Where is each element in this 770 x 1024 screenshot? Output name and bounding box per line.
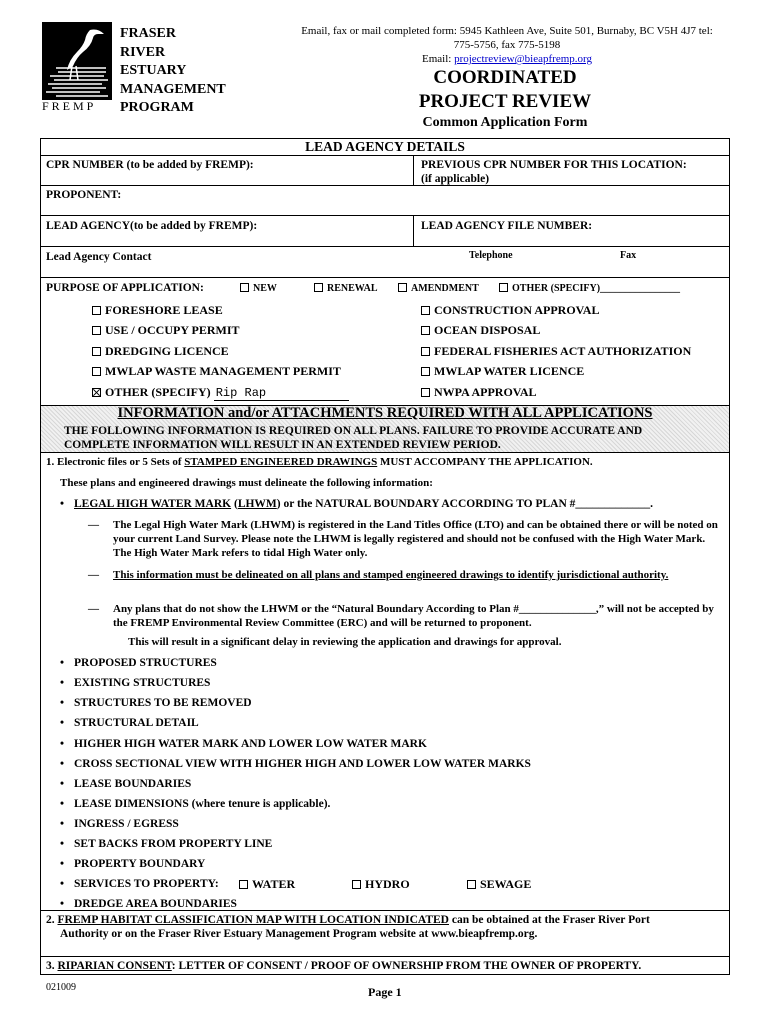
checkbox-icon[interactable]: [92, 347, 101, 356]
item3-text: 3. RIPARIAN CONSENT: LETTER OF CONSENT / PROOF OF OWNERSHIP FROM THE OWNER OF PROPERTY.: [46, 960, 642, 972]
lead-agency-label: LEAD AGENCY(to be added by FREMP):: [46, 220, 258, 232]
checkbox-icon[interactable]: [467, 880, 476, 889]
form-subtitle: Common Application Form: [422, 115, 588, 130]
fax-label: Fax: [620, 250, 637, 261]
service-water[interactable]: WATER: [239, 877, 295, 891]
list-item: • LEASE BOUNDARIES: [60, 778, 192, 790]
rule: [40, 452, 730, 453]
lhwm-note-2: — This information must be delineated on all plans and stamped engineered drawings to identify jurisdictional authority.: [88, 569, 669, 581]
form-code: 021009: [46, 982, 76, 993]
opt-use-occupy-permit[interactable]: USE / OCCUPY PERMIT: [92, 323, 240, 337]
opt-ocean-disposal[interactable]: OCEAN DISPOSAL: [421, 323, 540, 337]
page-number: Page 1: [368, 985, 402, 999]
prev-cpr-label: PREVIOUS CPR NUMBER FOR THIS LOCATION: (if applicable): [421, 159, 687, 185]
services-bullet: • SERVICES TO PROPERTY:: [60, 878, 219, 890]
checkbox-icon[interactable]: [92, 326, 101, 335]
opt-nwpa-approval[interactable]: NWPA APPROVAL: [421, 385, 537, 399]
lhwm-note-1: — The Legal High Water Mark (LHWM) is registered in the Land Titles Office (LTO) and can be obtained there or will be noted on your current Land Survey. Please note the LHWM is legally registered and should not be confused with the High Water Mark. The High Water Mark refers to tidal High Water only.: [88, 519, 718, 559]
list-item: • LEASE DIMENSIONS (where tenure is applicable).: [60, 798, 331, 810]
form-title: COORDINATED PROJECT REVIEW: [418, 67, 592, 112]
lead-agency-header: LEAD AGENCY DETAILS: [305, 139, 465, 154]
purpose-new[interactable]: NEW: [240, 283, 277, 294]
checked-checkbox-icon[interactable]: [92, 388, 101, 397]
email-link[interactable]: projectreview@bieapfremp.org: [454, 53, 592, 65]
heron-icon: [42, 22, 112, 100]
purpose-label: PURPOSE OF APPLICATION:: [46, 282, 204, 294]
contact-info: Email, fax or mail completed form: 5945 Kathleen Ave, Suite 501, Burnaby, BC V5H 4J7 tel: 775-5756, fax 775-5198 Email: projectreview@bieapfremp.org: [301, 25, 713, 65]
item2-text: 2. FREMP HABITAT CLASSIFICATION MAP WITH LOCATION INDICATED can be obtained at the Fraser River Port Authority or on the Fraser River Estuary Management Program website at www.bieapfremp.org.: [46, 914, 650, 940]
list-item: • CROSS SECTIONAL VIEW WITH HIGHER HIGH AND LOWER LOW WATER MARKS: [60, 758, 531, 770]
lead-file-label: LEAD AGENCY FILE NUMBER:: [421, 220, 593, 232]
checkbox-icon[interactable]: [314, 283, 323, 292]
purpose-renewal[interactable]: RENEWAL: [314, 283, 378, 294]
lhwm-bullet: • LEGAL HIGH WATER MARK (LHWM) or the NATURAL BOUNDARY ACCORDING TO PLAN #_____________.: [60, 498, 654, 510]
opt-fisheries-act[interactable]: FEDERAL FISHERIES ACT AUTHORIZATION: [421, 344, 691, 358]
checkbox-icon[interactable]: [421, 347, 430, 356]
checkbox-icon[interactable]: [240, 283, 249, 292]
purpose-other[interactable]: OTHER (SPECIFY)________________: [499, 283, 680, 294]
divider: [413, 155, 414, 185]
purpose-amendment[interactable]: AMENDMENT: [398, 283, 479, 294]
opt-dredging-licence[interactable]: DREDGING LICENCE: [92, 344, 229, 358]
rule: [40, 277, 730, 278]
fremp-logo: [42, 22, 112, 100]
rule: [40, 246, 730, 247]
rule: [40, 155, 730, 156]
opt-mwlap-waste-permit[interactable]: MWLAP WASTE MANAGEMENT PERMIT: [92, 364, 341, 378]
opt-construction-approval[interactable]: CONSTRUCTION APPROVAL: [421, 303, 599, 317]
opt-mwlap-water-licence[interactable]: MWLAP WATER LICENCE: [421, 364, 584, 378]
opt-foreshore-lease[interactable]: FORESHORE LEASE: [92, 303, 223, 317]
checkbox-icon[interactable]: [421, 367, 430, 376]
list-item: • DREDGE AREA BOUNDARIES: [60, 898, 237, 910]
lhwm-note-3-cont: This will result in a significant delay in reviewing the application and drawings for approval.: [128, 636, 562, 648]
logo-wordmark: FREMP: [42, 99, 97, 113]
info-warning: THE FOLLOWING INFORMATION IS REQUIRED ON ALL PLANS. FAILURE TO PROVIDE ACCURATE AND COMPLETE INFORMATION WILL RESULT IN AN EXTENDED REVIEW PERIOD.: [64, 425, 643, 451]
other-specify-field[interactable]: Rip Rap: [214, 386, 349, 401]
checkbox-icon[interactable]: [352, 880, 361, 889]
checkbox-icon[interactable]: [421, 388, 430, 397]
service-hydro[interactable]: HYDRO: [352, 877, 410, 891]
lhwm-note-3: — Any plans that do not show the LHWM or the “Natural Boundary According to Plan #______________,” will not be accepted by the FREMP Environmental Review Committee (ERC) and will be returned to proponent.: [88, 603, 714, 629]
info-header: INFORMATION and/or ATTACHMENTS REQUIRED WITH ALL APPLICATIONS: [117, 405, 653, 421]
opt-other-specify[interactable]: OTHER (SPECIFY) Rip Rap: [92, 385, 349, 401]
checkbox-icon[interactable]: [92, 367, 101, 376]
item1-intro: These plans and engineered drawings must delineate the following information:: [60, 477, 433, 489]
checkbox-icon[interactable]: [421, 326, 430, 335]
cpr-number-label: CPR NUMBER (to be added by FREMP):: [46, 159, 254, 171]
checkbox-icon[interactable]: [398, 283, 407, 292]
list-item: • HIGHER HIGH WATER MARK AND LOWER LOW WATER MARK: [60, 738, 427, 750]
item1-heading: 1. Electronic files or 5 Sets of STAMPED ENGINEERED DRAWINGS MUST ACCOMPANY THE APPLICATION.: [46, 456, 593, 468]
telephone-label: Telephone: [469, 250, 513, 261]
list-item: • STRUCTURAL DETAIL: [60, 717, 199, 729]
checkbox-icon[interactable]: [421, 306, 430, 315]
divider: [413, 215, 414, 246]
list-item: • PROPERTY BOUNDARY: [60, 858, 206, 870]
checkbox-icon[interactable]: [499, 283, 508, 292]
proponent-label: PROPONENT:: [46, 189, 122, 201]
rule: [40, 956, 730, 957]
checkbox-icon[interactable]: [92, 306, 101, 315]
service-sewage[interactable]: SEWAGE: [467, 877, 531, 891]
checkbox-icon[interactable]: [239, 880, 248, 889]
list-item: • INGRESS / EGRESS: [60, 818, 179, 830]
list-item: • STRUCTURES TO BE REMOVED: [60, 697, 252, 709]
lead-contact-label: Lead Agency Contact: [46, 251, 152, 263]
list-item: • EXISTING STRUCTURES: [60, 677, 211, 689]
list-item: • SET BACKS FROM PROPERTY LINE: [60, 838, 273, 850]
rule: [40, 215, 730, 216]
org-name: FRASER RIVER ESTUARY MANAGEMENT PROGRAM: [120, 26, 226, 115]
list-item: • PROPOSED STRUCTURES: [60, 657, 217, 669]
